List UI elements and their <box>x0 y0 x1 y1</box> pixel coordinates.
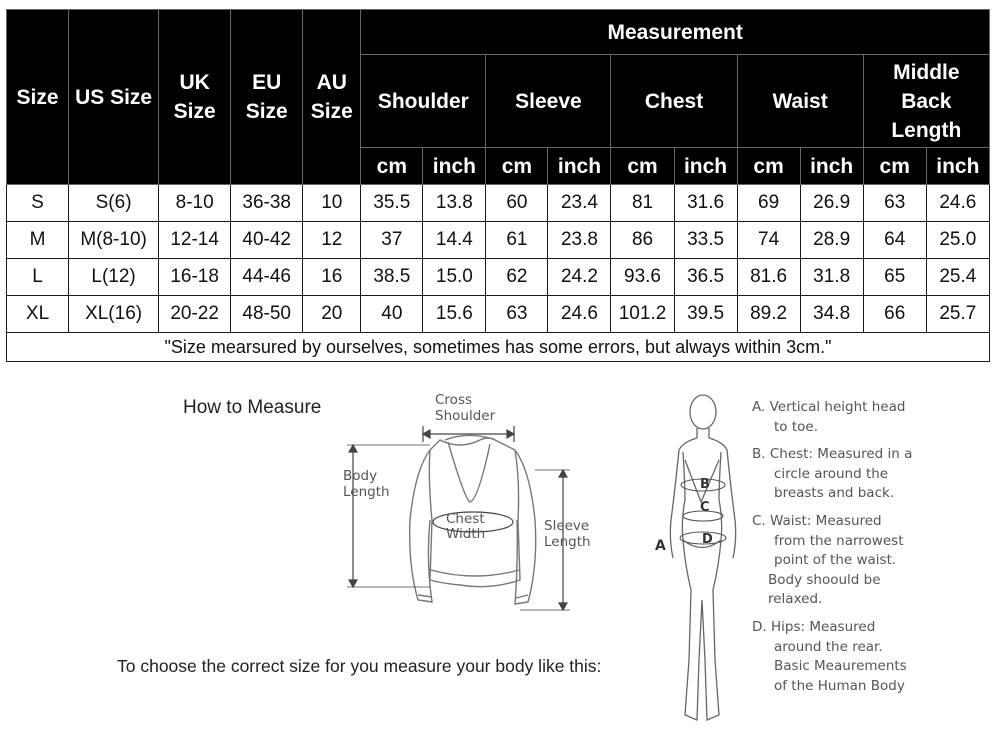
unit-header: cm <box>737 148 800 185</box>
legend-a-title: A. Vertical height head <box>752 399 906 415</box>
legend-b-line: circle around the <box>774 465 889 482</box>
table-cell: L <box>7 259 69 296</box>
table-cell: 31.6 <box>674 185 737 222</box>
group-middle-back-length: Middle Back Length <box>863 55 989 148</box>
table-cell: 28.9 <box>800 222 863 259</box>
table-cell: 25.4 <box>926 259 989 296</box>
table-cell: 16-18 <box>159 259 231 296</box>
col-size: Size <box>7 10 69 185</box>
unit-header: cm <box>361 148 423 185</box>
unit-header: inch <box>423 148 486 185</box>
table-cell: 89.2 <box>737 296 800 333</box>
col-au-size: AU Size <box>303 10 361 185</box>
label-chest: Chest <box>446 511 485 527</box>
legend-item-b <box>752 445 992 504</box>
table-cell: 36-38 <box>231 185 303 222</box>
label-body: Body <box>343 468 378 484</box>
table-cell: S(6) <box>69 185 159 222</box>
table-cell: 63 <box>863 185 926 222</box>
table-cell: 61 <box>486 222 548 259</box>
table-cell: 38.5 <box>361 259 423 296</box>
table-cell: 60 <box>486 185 548 222</box>
note-row <box>7 333 990 362</box>
unit-header: cm <box>486 148 548 185</box>
table-cell: 62 <box>486 259 548 296</box>
table-cell: 23.4 <box>548 185 611 222</box>
legend-item-d <box>752 618 992 696</box>
header-row-1 <box>7 10 990 55</box>
table-row <box>7 222 990 259</box>
table-cell: 64 <box>863 222 926 259</box>
label-sleeve: Sleeve <box>544 518 590 534</box>
label-width: Width <box>446 526 486 542</box>
legend-d-line: of the Human Body <box>774 677 905 694</box>
how-to-measure-title: How to Measure <box>183 397 322 418</box>
table-cell: 8-10 <box>159 185 231 222</box>
label-shoulder: Shoulder <box>435 408 496 424</box>
measurement-note: "Size mearsured by ourselves, sometimes has some errors, but always within 3cm." <box>7 333 990 362</box>
table-cell: 69 <box>737 185 800 222</box>
legend-c-line: point of the waist. <box>774 552 897 569</box>
table-cell: 34.8 <box>800 296 863 333</box>
legend-c-line: Body shoould be <box>768 571 881 588</box>
table-cell: 65 <box>863 259 926 296</box>
label-cross: Cross <box>435 392 473 408</box>
table-cell: 16 <box>303 259 361 296</box>
table-cell: 26.9 <box>800 185 863 222</box>
col-us-size: US Size <box>69 10 159 185</box>
table-cell: M(8-10) <box>69 222 159 259</box>
unit-header: inch <box>926 148 989 185</box>
table-row <box>7 296 990 333</box>
table-cell: 48-50 <box>231 296 303 333</box>
table-cell: M <box>7 222 69 259</box>
table-cell: 31.8 <box>800 259 863 296</box>
table-cell: 35.5 <box>361 185 423 222</box>
table-cell: 101.2 <box>611 296 674 333</box>
label-b: B <box>700 477 710 492</box>
unit-header: inch <box>548 148 611 185</box>
table-cell: 12 <box>303 222 361 259</box>
group-chest: Chest <box>611 55 737 148</box>
table-cell: 63 <box>486 296 548 333</box>
table-cell: 93.6 <box>611 259 674 296</box>
group-shoulder: Shoulder <box>361 55 486 148</box>
legend-d-line: Basic Meaurements <box>774 658 907 675</box>
legend-b-line: breasts and back. <box>774 485 895 502</box>
table-cell: 10 <box>303 185 361 222</box>
table-cell: 74 <box>737 222 800 259</box>
label-sleeve-length: Length <box>544 534 591 550</box>
table-cell: 25.7 <box>926 296 989 333</box>
legend-d-line: around the rear. <box>774 638 883 655</box>
table-cell: 40-42 <box>231 222 303 259</box>
table-cell: 33.5 <box>674 222 737 259</box>
table-cell: 24.2 <box>548 259 611 296</box>
choose-size-instruction: To choose the correct size for you measure your body like this: <box>117 656 602 676</box>
col-eu-size: EU Size <box>231 10 303 185</box>
unit-header: inch <box>800 148 863 185</box>
group-waist: Waist <box>737 55 863 148</box>
table-cell: 40 <box>361 296 423 333</box>
table-cell: 81.6 <box>737 259 800 296</box>
legend-a-line: to toe. <box>774 418 818 435</box>
size-chart-table <box>6 9 990 362</box>
label-c: C <box>700 500 710 515</box>
table-cell: 39.5 <box>674 296 737 333</box>
human-body-diagram <box>645 390 750 735</box>
col-uk-size: UK Size <box>159 10 231 185</box>
label-d: D <box>702 532 713 547</box>
table-row <box>7 185 990 222</box>
table-row <box>7 259 990 296</box>
measurement-legend <box>752 398 992 704</box>
unit-header: cm <box>863 148 926 185</box>
table-cell: 14.4 <box>423 222 486 259</box>
table-cell: S <box>7 185 69 222</box>
table-cell: 24.6 <box>548 296 611 333</box>
label-length: Length <box>343 484 390 500</box>
legend-item-c <box>752 512 992 610</box>
table-cell: 24.6 <box>926 185 989 222</box>
table-cell: 23.8 <box>548 222 611 259</box>
table-cell: 37 <box>361 222 423 259</box>
unit-header: inch <box>674 148 737 185</box>
table-cell: 15.6 <box>423 296 486 333</box>
legend-c-line: from the narrowest <box>774 532 904 549</box>
table-cell: 81 <box>611 185 674 222</box>
table-cell: 36.5 <box>674 259 737 296</box>
table-cell: 25.0 <box>926 222 989 259</box>
legend-c-title: C. Waist: Measured <box>752 512 882 529</box>
legend-c-line: relaxed. <box>768 591 823 608</box>
table-cell: L(12) <box>69 259 159 296</box>
table-cell: XL(16) <box>69 296 159 333</box>
unit-header: cm <box>611 148 674 185</box>
garment-measure-diagram <box>330 390 610 620</box>
table-cell: 44-46 <box>231 259 303 296</box>
table-cell: 12-14 <box>159 222 231 259</box>
table-cell: 20 <box>303 296 361 333</box>
measurement-header: Measurement <box>361 10 990 55</box>
legend-b-title: B. Chest: Measured in a <box>752 446 913 463</box>
table-cell: 13.8 <box>423 185 486 222</box>
table-cell: 66 <box>863 296 926 333</box>
legend-d-title: D. Hips: Measured <box>752 618 876 635</box>
legend-item-a <box>752 398 992 437</box>
label-a: A <box>655 538 666 554</box>
group-sleeve: Sleeve <box>486 55 611 148</box>
table-cell: 86 <box>611 222 674 259</box>
table-cell: XL <box>7 296 69 333</box>
table-cell: 20-22 <box>159 296 231 333</box>
table-cell: 15.0 <box>423 259 486 296</box>
